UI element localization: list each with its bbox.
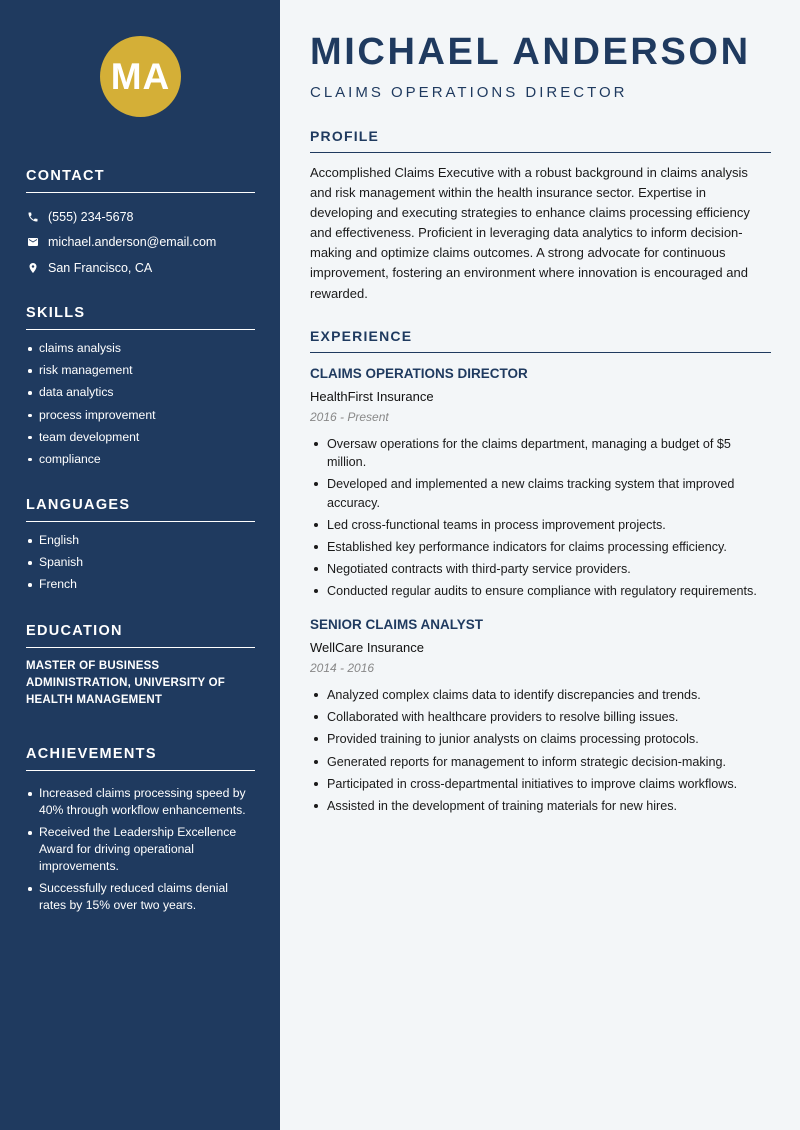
contact-phone <box>26 204 255 230</box>
job-company: WellCare Insurance <box>310 640 424 655</box>
candidate-title: CLAIMS OPERATIONS DIRECTOR <box>310 84 628 101</box>
email-icon <box>26 236 39 249</box>
job-bullet: Established key performance indicators for claims processing efficiency. <box>310 538 771 556</box>
job-bullet: Generated reports for management to inform strategic decision-making. <box>310 753 771 771</box>
skill-item: team development <box>26 429 255 451</box>
skill-item: data analytics <box>26 384 255 406</box>
profile-heading: PROFILE <box>310 128 771 153</box>
job-bullet: Analyzed complex claims data to identify discrepancies and trends. <box>310 686 771 704</box>
achievements-list <box>26 785 255 914</box>
job-role: CLAIMS OPERATIONS DIRECTOR <box>310 366 528 381</box>
job-bullet: Led cross-functional teams in process improvement projects. <box>310 516 771 534</box>
achievement-item: Received the Leadership Excellence Award for driving operational improvements. <box>26 824 255 875</box>
avatar <box>100 36 181 117</box>
languages-list <box>26 532 255 599</box>
contact-location <box>26 255 255 281</box>
job-role: SENIOR CLAIMS ANALYST <box>310 617 484 632</box>
location-pin-icon <box>26 261 39 274</box>
education-section <box>26 623 255 709</box>
languages-heading: LANGUAGES <box>26 497 255 522</box>
phone-icon <box>26 210 39 223</box>
language-item: French <box>26 576 255 598</box>
email-text[interactable]: michael.anderson@email.com <box>48 235 217 250</box>
skills-section <box>26 305 255 473</box>
job-bullet: Provided training to junior analysts on claims processing protocols. <box>310 730 771 748</box>
language-item: English <box>26 532 255 554</box>
job-company: HealthFirst Insurance <box>310 389 434 404</box>
contact-section <box>26 168 255 281</box>
job-dates: 2014 - 2016 <box>310 661 375 675</box>
skills-heading: SKILLS <box>26 305 255 330</box>
languages-section <box>26 497 255 599</box>
experience-entry <box>310 366 771 605</box>
skill-item: compliance <box>26 451 255 473</box>
job-bullet: Assisted in the development of training materials for new hires. <box>310 797 771 815</box>
experience-heading: EXPERIENCE <box>310 328 771 353</box>
language-item: Spanish <box>26 554 255 576</box>
job-bullet: Negotiated contracts with third-party service providers. <box>310 560 771 578</box>
sidebar <box>0 0 280 1130</box>
job-bullet: Participated in cross-departmental initiatives to improve claims workflows. <box>310 775 771 793</box>
skill-item: risk management <box>26 362 255 384</box>
location-text: San Francisco, CA <box>48 260 153 275</box>
job-bullet: Collaborated with healthcare providers to resolve billing issues. <box>310 708 771 726</box>
phone-text[interactable]: (555) 234-5678 <box>48 209 134 224</box>
profile-text: Accomplished Claims Executive with a robust background in claims analysis and risk management within the health insurance sector. Expertise in developing and executing strategies to enhance claims processing efficiency and effectiveness. Proficient in leveraging data analytics to inform decision-making and optimize claims outcomes. A strong advocate for continuous improvement, fostering an environment where innovation is encouraged and rewarded. <box>310 165 750 301</box>
education-heading: EDUCATION <box>26 623 255 648</box>
skill-item: claims analysis <box>26 340 255 362</box>
achievements-section <box>26 746 255 919</box>
achievement-item: Successfully reduced claims denial rates by 15% over two years. <box>26 880 255 914</box>
contact-heading: CONTACT <box>26 168 255 193</box>
job-bullet: Oversaw operations for the claims department, managing a budget of $5 million. <box>310 435 771 471</box>
job-dates: 2016 - Present <box>310 410 389 424</box>
contact-email <box>26 230 255 256</box>
skill-item: process improvement <box>26 407 255 429</box>
job-bullet: Developed and implemented a new claims tracking system that improved accuracy. <box>310 475 771 511</box>
job-bullets <box>310 435 771 601</box>
experience-entry <box>310 617 771 819</box>
achievement-item: Increased claims processing speed by 40% through workflow enhancements. <box>26 785 255 819</box>
avatar-initials: MA <box>110 55 171 97</box>
achievements-heading: ACHIEVEMENTS <box>26 746 255 771</box>
job-bullets <box>310 686 771 815</box>
skills-list <box>26 340 255 473</box>
candidate-name: MICHAEL ANDERSON <box>310 31 751 73</box>
job-bullet: Conducted regular audits to ensure compliance with regulatory requirements. <box>310 582 771 600</box>
education-degree: MASTER OF BUSINESS ADMINISTRATION, UNIVERSITY OF HEALTH MANAGEMENT <box>26 660 225 706</box>
